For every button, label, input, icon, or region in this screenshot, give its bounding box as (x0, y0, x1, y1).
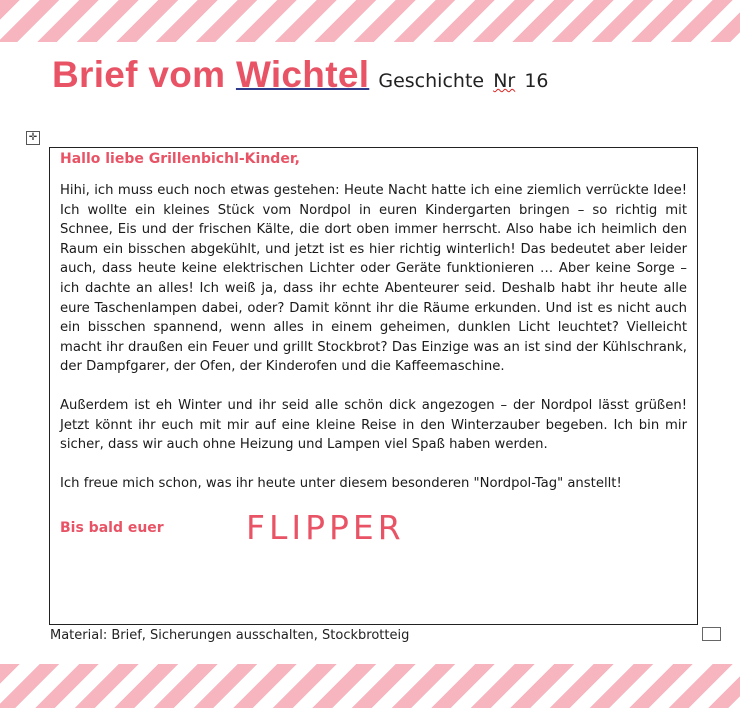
title-prefix: Brief vom (52, 54, 236, 95)
story-number: 16 (524, 70, 549, 92)
letter-paragraph: Ich freue mich schon, was ihr heute unter diesem besonderen "Nordpol-Tag" anstellt! (60, 475, 622, 491)
subtitle-word: Geschichte (378, 70, 485, 92)
letter-paragraph: Hihi, ich muss euch noch etwas gestehen: Heute Nacht hatte ich eine ziemlich verrückte Idee! Ich wollte ein kleines Stück vom Nordpol in euren Kindergarten bringen – so richtig mit Schnee, Eis und der frischen Kälte, die dort oben immer herrscht. Also habe ich heimlich den Raum ein bisschen abgekühlt, und jetzt ist es hier richtig winterlich! Das bedeutet aber leider auch, dass heute keine elektrischen Lichter oder Geräte funktionieren … Aber keine Sorge – ich dachte an alles! Ich weiß ja, dass ihr echte Abenteurer seid. Deshalb habt ihr heute alle eure Taschenlampen dabei, oder? Damit könnt ihr die Räume erkunden. Und ist es nicht auch ein bisschen spannend, wenn alles in einem geheimen, dunklen Licht leuchtet? Vielleicht macht ihr draußen ein Feuer und grillt Stockbrot? Das Einzige was an ist sind der Kühlschrank, der Dampfgarer, der Ofen, der Kinderofen und die Kaffeemaschine. (60, 183, 687, 375)
letter-greeting: Hallo liebe Grillenbichl-Kinder, (60, 151, 300, 167)
letter-signoff: Bis bald euer (60, 520, 164, 537)
letter-signature: FLIPPER (246, 508, 405, 548)
letter-paragraph: Außerdem ist eh Winter und ihr seid alle schön dick angezogen – der Nordpol lässt grüßen! Jetzt könnt ihr euch mit mir auf eine kleine Reise in den Winterzauber begeben. Ich bin mir sicher, dass wir auch ohne Heizung und Lampen viel Spaß haben werden. (60, 397, 687, 453)
signoff-row (60, 508, 687, 548)
subtitle-nr: Nr (493, 70, 516, 92)
move-icon[interactable]: ✛ (26, 131, 40, 145)
top-stripe-border (0, 0, 740, 42)
page-title (52, 54, 549, 96)
title-highlight: Wichtel (235, 54, 370, 95)
resize-icon[interactable] (702, 627, 721, 641)
letter-box (49, 147, 698, 625)
material-note: Material: Brief, Sicherungen ausschalten, Stockbrotteig (50, 628, 410, 643)
bottom-stripe-border (0, 664, 740, 708)
